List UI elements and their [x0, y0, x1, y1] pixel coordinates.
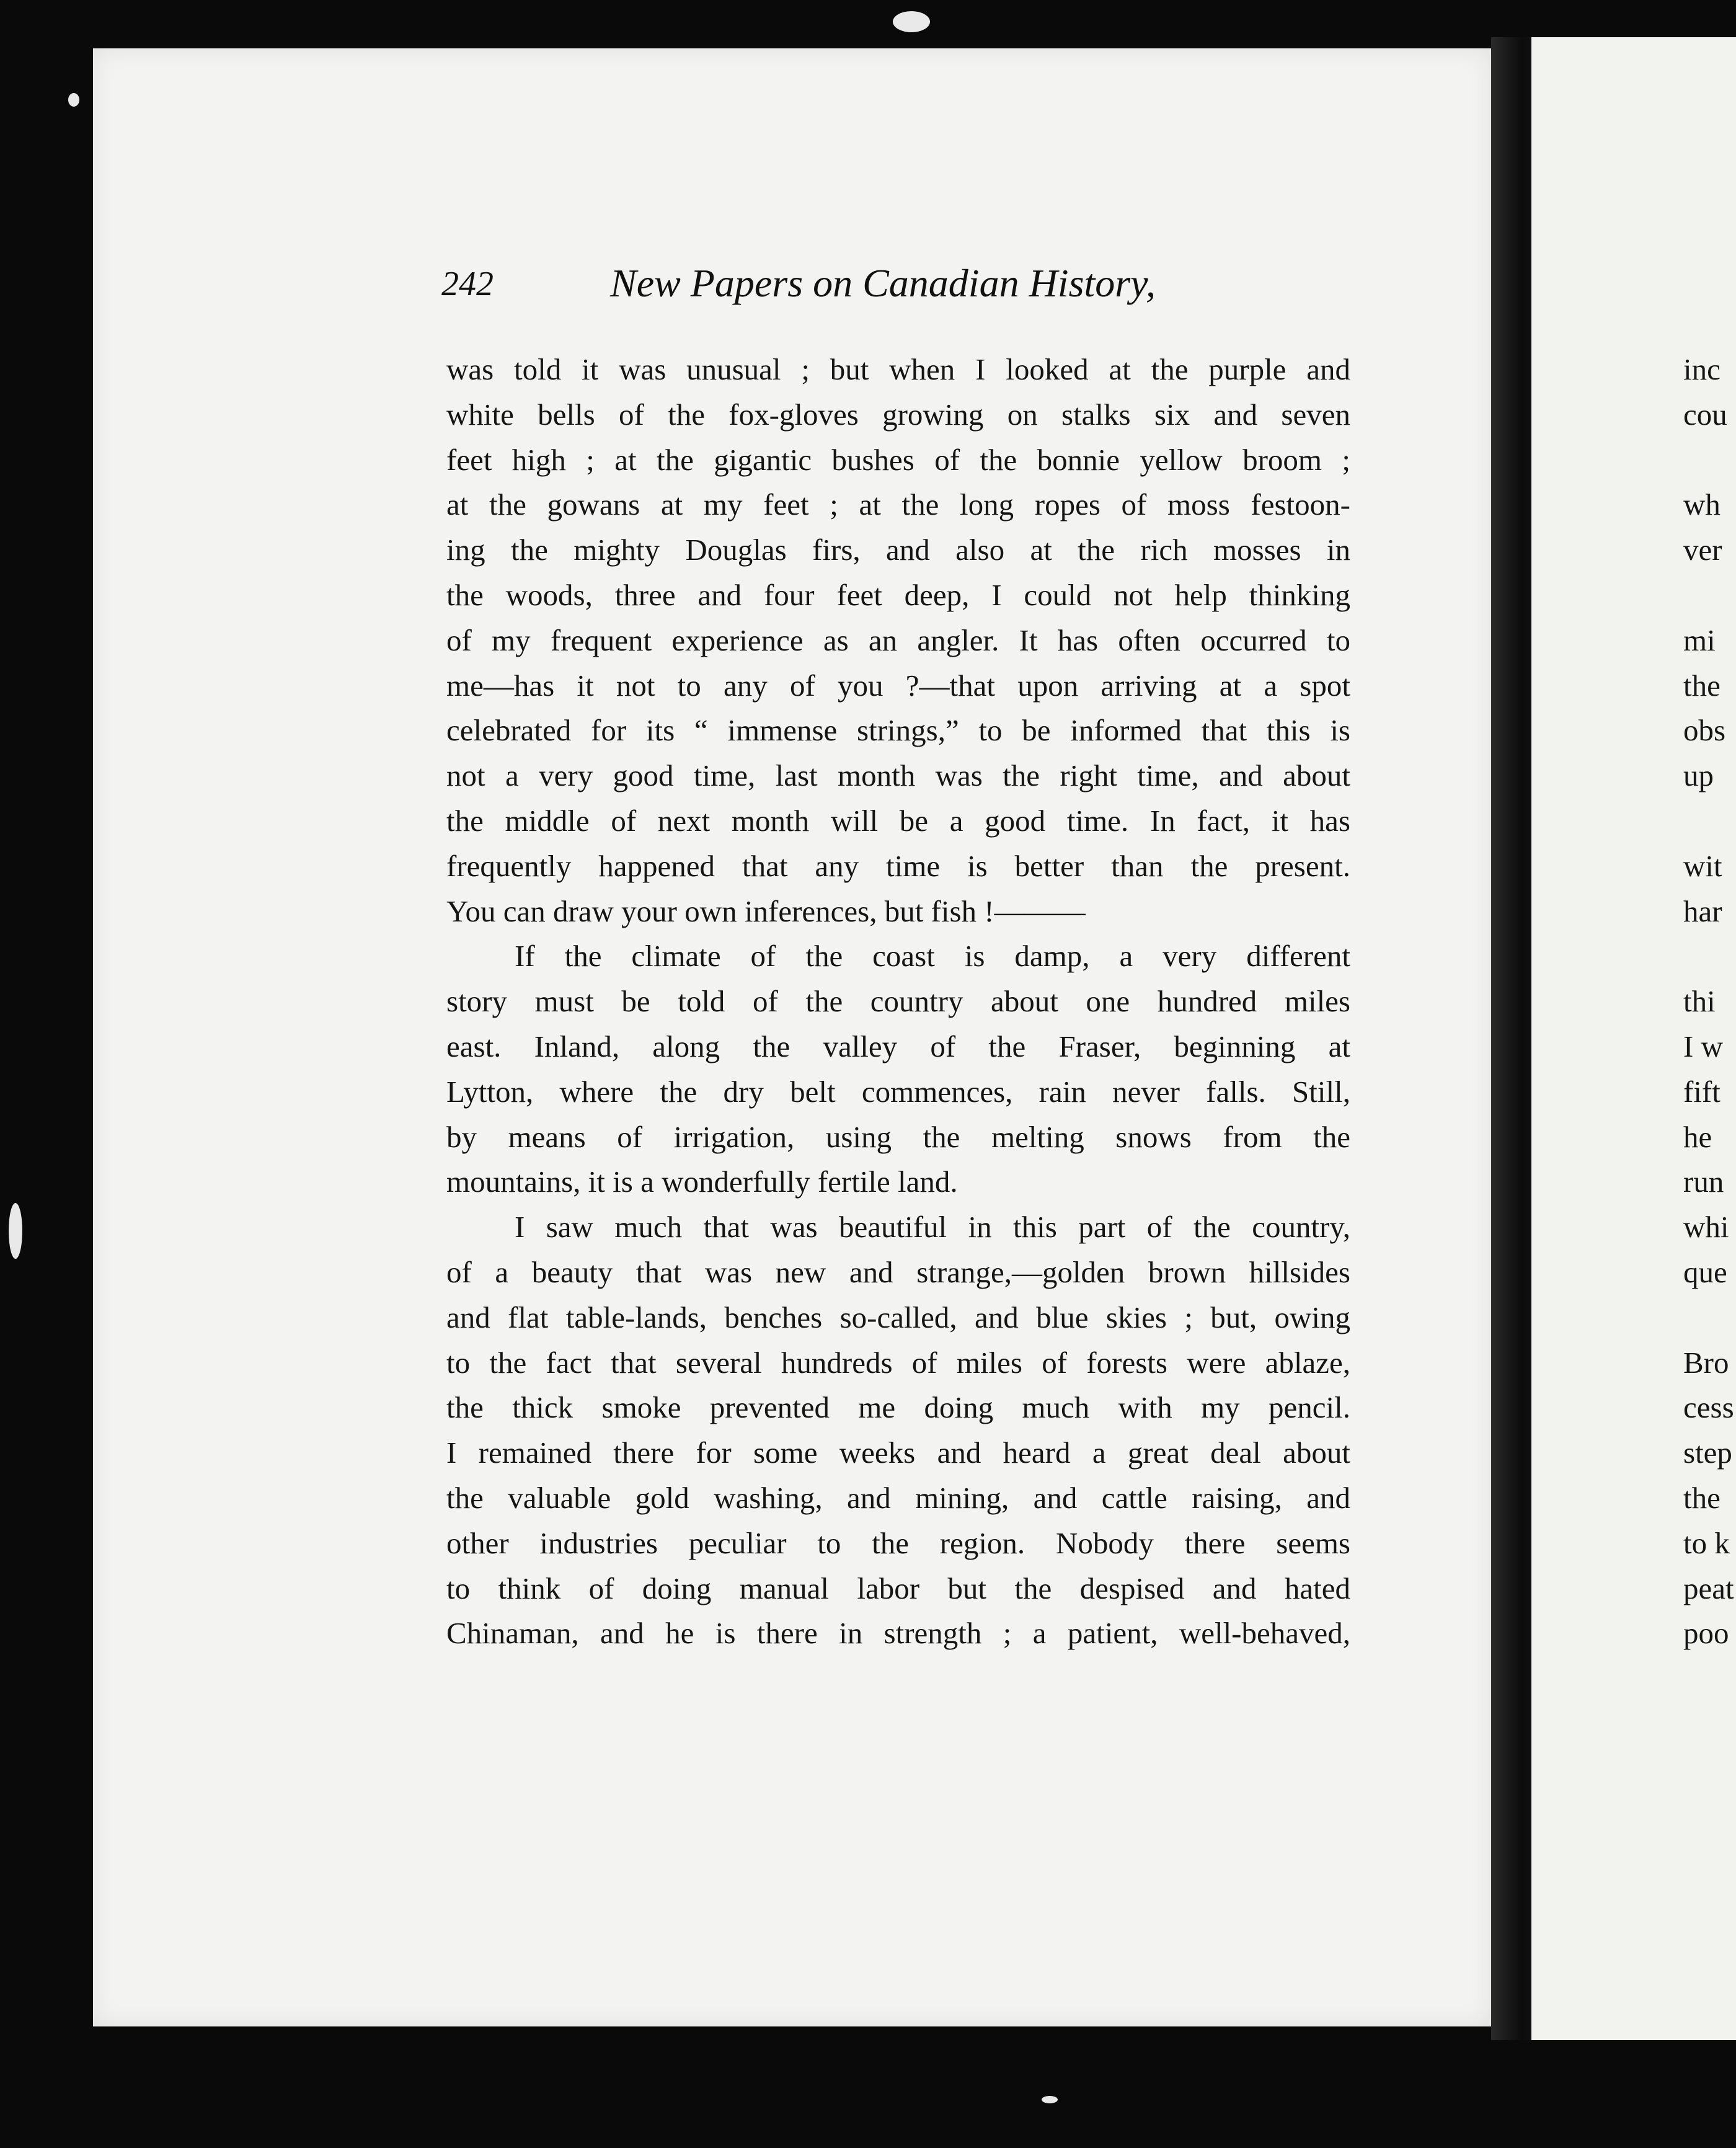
scan-dust-speck [68, 93, 79, 107]
text-line: of a beauty that was new and strange,—golden brown hillsides [446, 1254, 1350, 1289]
text-fragment: cou [1683, 397, 1727, 432]
text-line: feet high ; at the gigantic bushes of the bonnie yellow broom ; [446, 442, 1350, 477]
text-fragment: step [1683, 1436, 1732, 1470]
text-fragment: fift [1683, 1074, 1720, 1109]
scan-dust-speck [9, 1203, 22, 1259]
text-line: frequently happened that any time is better than the present. [446, 848, 1350, 883]
text-line: not a very good time, last month was the right time, and about [446, 758, 1350, 793]
text-fragment [1683, 799, 1736, 844]
text-line: mountains, it is a wonderfully fertile land. [446, 1165, 958, 1199]
left-page-text [446, 347, 1350, 1656]
text-fragment: I w [1683, 1029, 1723, 1063]
page-number: 242 [441, 265, 494, 303]
text-fragment: ver [1683, 533, 1722, 567]
text-fragment [1683, 934, 1736, 979]
text-line: If the climate of the coast is damp, a very different [515, 939, 1350, 974]
text-line: to think of doing manual labor but the despised and hated [446, 1571, 1350, 1605]
text-line: other industries peculiar to the region. Nobody there seems [446, 1525, 1350, 1560]
text-fragment: run [1683, 1165, 1724, 1199]
text-fragment: the [1683, 1480, 1720, 1515]
text-fragment: peat [1683, 1571, 1734, 1605]
text-line: the middle of next month will be a good time. In fact, it has [446, 803, 1350, 838]
text-line: story must be told of the country about one hundred miles [446, 984, 1350, 1019]
right-page-text-fragments [1683, 347, 1736, 1656]
text-line: to the fact that several hundreds of miles of forests were ablaze, [446, 1345, 1350, 1380]
text-fragment: Bro [1683, 1345, 1729, 1380]
text-line: at the gowans at my feet ; at the long ropes of moss festoon- [446, 487, 1350, 522]
text-fragment: thi [1683, 984, 1716, 1019]
text-fragment: mi [1683, 623, 1716, 657]
running-head [441, 260, 1371, 316]
text-fragment: inc [1683, 352, 1720, 386]
text-fragment: obs [1683, 713, 1726, 748]
text-line: and flat table-lands, benches so-called, and blue skies ; but, owing [446, 1300, 1350, 1334]
text-fragment: que [1683, 1254, 1727, 1289]
text-line: the valuable gold washing, and mining, and cattle raising, and [446, 1480, 1350, 1515]
text-line: me—has it not to any of you ?—that upon arriving at a spot [446, 668, 1350, 703]
text-line: white bells of the fox-gloves growing on stalks six and seven [446, 397, 1350, 432]
text-fragment [1683, 438, 1736, 483]
text-fragment: the [1683, 668, 1720, 703]
scan-dust-speck [893, 11, 930, 32]
running-title: New Papers on Canadian History, [610, 261, 1156, 305]
text-line: was told it was unusual ; but when I looked at the purple and [446, 352, 1350, 386]
text-fragment: he [1683, 1119, 1712, 1154]
text-line: I remained there for some weeks and heard a great deal about [446, 1436, 1350, 1470]
text-line: I saw much that was beautiful in this part of the country, [515, 1210, 1350, 1245]
text-line: the woods, three and four feet deep, I could not help thinking [446, 577, 1350, 612]
text-fragment: wit [1683, 848, 1722, 883]
text-fragment [1683, 1295, 1736, 1341]
text-fragment: up [1683, 758, 1714, 793]
text-fragment: whi [1683, 1210, 1729, 1245]
text-line: celebrated for its “ immense strings,” to be informed that this is [446, 713, 1350, 748]
text-fragment [1683, 573, 1736, 618]
text-line: You can draw your own inferences, but fish !——— [446, 894, 1086, 928]
scan-dust-speck [1042, 2096, 1058, 2103]
text-line: the thick smoke prevented me doing much with my pencil. [446, 1390, 1350, 1425]
text-line: Lytton, where the dry belt commences, rain never falls. Still, [446, 1074, 1350, 1109]
text-line: by means of irrigation, using the melting snows from the [446, 1119, 1350, 1154]
text-fragment: wh [1683, 487, 1720, 522]
text-fragment: har [1683, 894, 1722, 928]
text-line: Chinaman, and he is there in strength ; a patient, well-behaved, [446, 1616, 1350, 1651]
text-fragment: cess [1683, 1390, 1734, 1425]
text-line: of my frequent experience as an angler. It has often occurred to [446, 623, 1350, 657]
text-line: ing the mighty Douglas firs, and also at the rich mosses in [446, 533, 1350, 567]
text-fragment: poo [1683, 1616, 1729, 1651]
text-fragment: to k [1683, 1525, 1730, 1560]
text-line: east. Inland, along the valley of the Fraser, beginning at [446, 1029, 1350, 1063]
